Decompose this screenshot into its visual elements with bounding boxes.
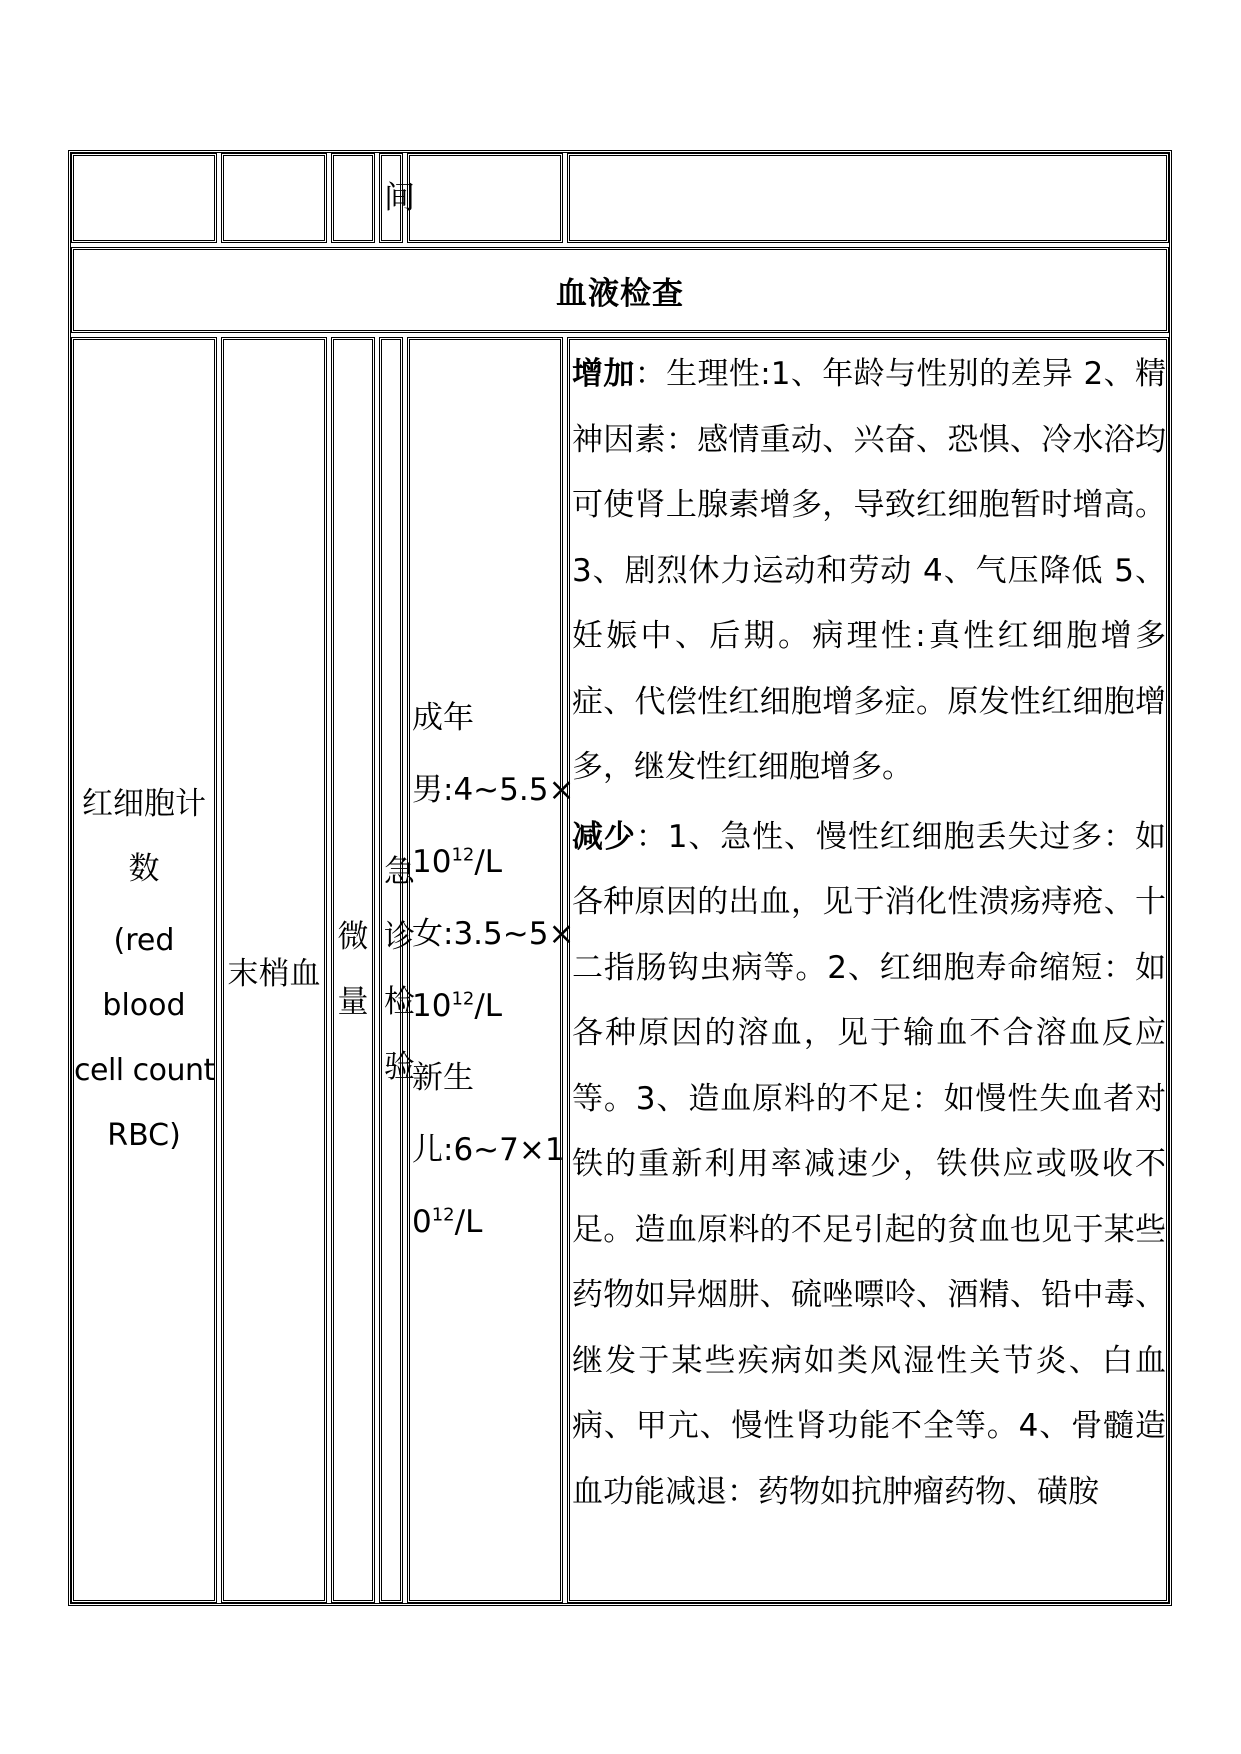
section-title: 血液检查	[556, 275, 684, 312]
test-type-cell	[379, 337, 415, 1603]
test-name-cn-line1: 红细胞计	[82, 786, 206, 822]
clinical-significance-cell	[567, 337, 1169, 1603]
test-type-char-2: 诊	[384, 919, 415, 955]
test-name-cell	[71, 337, 217, 1603]
decrease-text: ：1、急性、慢性红细胞丢失过多：如各种原因的出血，见于消化性溃疡痔疮、十二指肠钩虫病等。2、红细胞寿命缩短：如各种原因的溶血，见于输血不合溶血反应等。3、造血原料的不足：如慢性失血者对铁的重新利用率减速少，铁供应或吸收不足。造血原料的不足引起的贫血也见于某些药物如异烟肼、硫唑嘌呤、酒精、铅中毒、继发于某些疾病如类风湿性关节炎、白血病、甲亢、慢性肾功能不全等。4、骨髓造血功能减退：药物如抗肿瘤药物、磺胺	[572, 818, 1166, 1510]
reference-newborn-range: 儿:6~7×1	[412, 1132, 565, 1168]
sample-volume-cell	[331, 337, 375, 1603]
sample-type-cell	[221, 337, 327, 1603]
section-title-cell	[71, 247, 1169, 333]
header-cell-6	[567, 153, 1169, 243]
test-type-char-1: 急	[384, 854, 415, 890]
reference-newborn-label: 新生	[412, 1060, 474, 1096]
decrease-paragraph	[572, 805, 1166, 1526]
test-name-en-line2: blood	[102, 988, 186, 1023]
sample-type: 末梢血	[227, 955, 321, 992]
reference-adult-label: 成年	[412, 700, 474, 736]
test-name-en-line3: cell count	[74, 1053, 215, 1088]
reference-female-range: 女:3.5~5×	[412, 916, 575, 952]
header-cell-2	[221, 153, 327, 243]
test-type-char-3: 检	[384, 984, 415, 1020]
reference-range-cell	[407, 337, 575, 1603]
header-cell-4	[379, 153, 415, 243]
increase-label: 增加	[572, 356, 635, 392]
increase-text: ：生理性:1、年龄与性别的差异 2、精神因素：感情重动、兴奋、恐惧、冷水浴均可使肾上腺素增多，导致红细胞暂时增高。3、剧烈休力运动和劳动 4、气压降低 5、妊娠中、后期。病理性:真性红细胞增多症、代偿性红细胞增多症。原发性红细胞增多，继发性红细胞增多。	[572, 356, 1166, 785]
test-type-char-4: 验	[384, 1049, 415, 1085]
sample-volume-line2: 量	[337, 984, 369, 1020]
increase-paragraph	[572, 342, 1166, 801]
header-cell-3	[331, 153, 375, 243]
decrease-label: 减少	[572, 818, 636, 855]
data-table	[68, 150, 1172, 1606]
reference-male-unit: $10^{12}/L$	[412, 844, 503, 880]
test-name-cn-line2: 数	[128, 851, 160, 887]
header-cell-5	[407, 153, 563, 243]
header-fragment-text: 间	[384, 180, 415, 216]
sample-volume-line1: 微	[337, 919, 369, 955]
test-name-en-line1: (red	[113, 923, 175, 958]
reference-male-range: 男:4~5.5×	[412, 772, 575, 808]
header-cell-1	[71, 153, 217, 243]
test-name-en-line4: RBC)	[107, 1118, 181, 1153]
reference-newborn-unit: $0^{12}/L$	[412, 1204, 483, 1240]
reference-female-unit: $10^{12}/L$	[412, 988, 503, 1024]
